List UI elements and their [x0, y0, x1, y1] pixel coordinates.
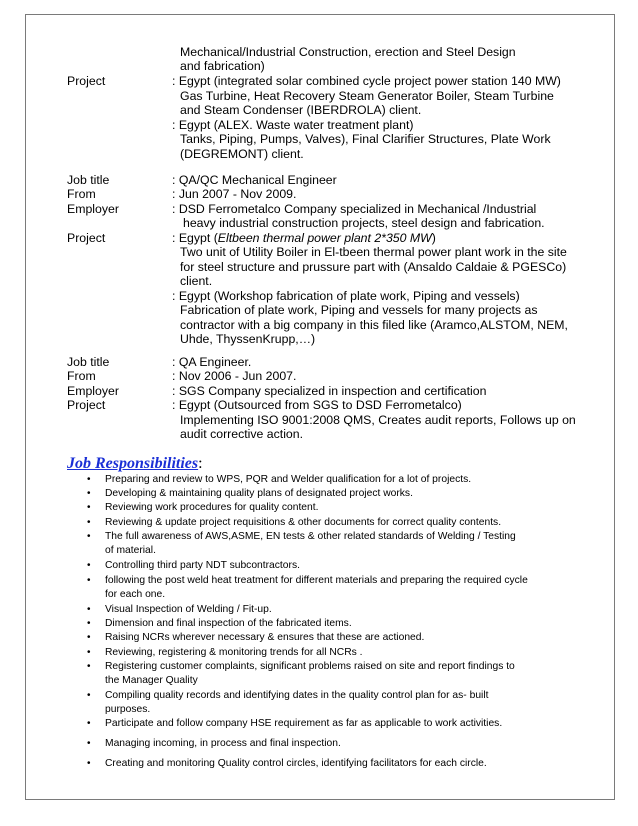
bullet-icon: • [87, 604, 91, 615]
bullet-icon: • [87, 738, 91, 749]
job-title-row: Job title : QA/QC Mechanical Engineer [67, 173, 337, 187]
detail-line: Mechanical/Industrial Construction, erection and Steel Design [180, 45, 516, 59]
bullet-icon: • [87, 488, 91, 499]
list-item: Registering customer complaints, significant problems raised on site and report findings to [105, 661, 515, 672]
list-item: purposes. [105, 704, 151, 715]
section-heading: Job Responsibilities: [67, 455, 203, 472]
bullet-icon: • [87, 517, 91, 528]
list-item: Controlling third party NDT subcontractors. [105, 560, 300, 571]
project-row: Project : Egypt (Eltbeen thermal power plant 2*350 MW) [67, 231, 436, 245]
list-item: of material. [105, 545, 156, 556]
detail-line: audit corrective action. [180, 427, 304, 441]
field-label: Employer [67, 384, 119, 398]
detail-line: : Egypt (Workshop fabrication of plate work, Piping and vessels) [172, 289, 520, 303]
bullet-icon: • [87, 575, 91, 586]
bullet-icon: • [87, 531, 91, 542]
project-row: Project : Egypt (integrated solar combined cycle project power station 140 MW) [67, 74, 561, 88]
bullet-icon: • [87, 661, 91, 672]
detail-line: Implementing ISO 9001:2008 QMS, Creates audit reports, Follows up on [180, 413, 576, 427]
project-name-italic: Eltbeen thermal power plant 2*350 MW [217, 231, 432, 245]
field-label: Job title [67, 355, 110, 369]
field-label: Job title [67, 173, 110, 187]
detail-line: Gas Turbine, Heat Recovery Steam Generator Boiler, Steam Turbine [180, 89, 554, 103]
detail-line: heavy industrial construction projects, steel design and fabrication. [183, 216, 545, 230]
bullet-icon: • [87, 560, 91, 571]
detail-line: Tanks, Piping, Pumps, Valves), Final Clarifier Structures, Plate Work [180, 132, 551, 146]
detail-line: contractor with a big company in this filed like (Aramco,ALSTOM, NEM, [180, 318, 568, 332]
detail-line: and Steam Condenser (IBERDROLA) client. [180, 103, 422, 117]
detail-line: for steel structure and prussure part with (Ansaldo Caldaie & PGESCo) [180, 260, 567, 274]
employer-row: Employer : DSD Ferrometalco Company specialized in Mechanical /Industrial [67, 202, 537, 216]
bullet-icon: • [87, 718, 91, 729]
list-item: following the post weld heat treatment for different materials and preparing the required cycle [105, 575, 528, 586]
employer-row: Employer : SGS Company specialized in inspection and certification [67, 384, 487, 398]
bullet-icon: • [87, 618, 91, 629]
list-item: Participate and follow company HSE requirement as far as applicable to work activities. [105, 718, 503, 729]
project-row: Project : Egypt (Outsourced from SGS to DSD Ferrometalco) [67, 398, 462, 412]
detail-line: Fabrication of plate work, Piping and vessels for many projects as [180, 303, 538, 317]
bullet-icon: • [87, 632, 91, 643]
bullet-icon: • [87, 474, 91, 485]
detail-line: and fabrication) [180, 59, 265, 73]
list-item: Creating and monitoring Quality control circles, identifying facilitators for each circle. [105, 758, 487, 769]
field-label: Project [67, 74, 106, 88]
bullet-icon: • [87, 690, 91, 701]
list-item: Developing & maintaining quality plans of designated project works. [105, 488, 413, 499]
field-label: Project [67, 231, 106, 245]
detail-line: (DEGREMONT) client. [180, 147, 304, 161]
bullet-icon: • [87, 502, 91, 513]
bullet-icon: • [87, 647, 91, 658]
list-item: The full awareness of AWS,ASME, EN tests & other related standards of Welding / Testing [105, 531, 516, 542]
detail-line: client. [180, 274, 213, 288]
field-label: Employer [67, 202, 119, 216]
list-item: Compiling quality records and identifying dates in the quality control plan for as- built [105, 690, 489, 701]
list-item: Managing incoming, in process and final inspection. [105, 738, 341, 749]
job-title-row: Job title : QA Engineer. [67, 355, 252, 369]
detail-line: Uhde, ThyssenKrupp,…) [180, 332, 316, 346]
list-item: Reviewing work procedures for quality content. [105, 502, 319, 513]
list-item: Reviewing, registering & monitoring trends for all NCRs . [105, 647, 363, 658]
detail-line: Two unit of Utility Boiler in El-tbeen thermal power plant work in the site [180, 245, 567, 259]
from-row: From : Jun 2007 - Nov 2009. [67, 187, 297, 201]
list-item: Dimension and final inspection of the fabricated items. [105, 618, 352, 629]
heading-title: Job Responsibilities [67, 455, 199, 472]
bullet-icon: • [87, 758, 91, 769]
field-label: From [67, 369, 96, 383]
list-item: Preparing and review to WPS, PQR and Welder qualification for a lot of projects. [105, 474, 472, 485]
list-item: for each one. [105, 589, 166, 600]
detail-line: : Egypt (ALEX. Waste water treatment plant) [172, 118, 414, 132]
list-item: Reviewing & update project requisitions & other documents for correct quality contents. [105, 517, 502, 528]
list-item: the Manager Quality [105, 675, 198, 686]
list-item: Raising NCRs wherever necessary & ensures that these are actioned. [105, 632, 425, 643]
list-item: Visual Inspection of Welding / Fit-up. [105, 604, 272, 615]
field-label: Project [67, 398, 106, 412]
from-row: From : Nov 2006 - Jun 2007. [67, 369, 297, 383]
field-label: From [67, 187, 96, 201]
